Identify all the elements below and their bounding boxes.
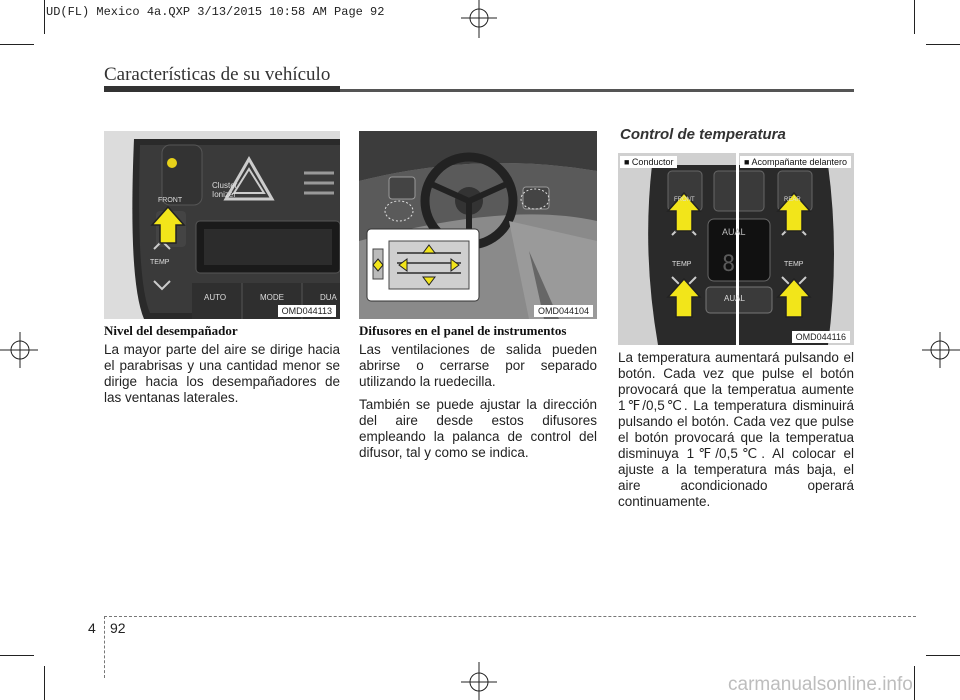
- section-title: Características de su vehículo: [104, 64, 331, 85]
- chapter-number: 4: [88, 620, 96, 636]
- figure-temperature-control: [618, 153, 854, 345]
- defroster-paragraph-1: La mayor parte del aire se dirige hacia el parabrisas y una cantidad menor se dirige hacia los desempañadores de las ventanas laterales.: [104, 342, 340, 405]
- footer-rule: [104, 616, 916, 617]
- vents-heading: Difusores en el panel de instrumentos: [359, 323, 567, 338]
- panel-label-rear: REAR: [784, 197, 801, 203]
- defroster-heading: Nivel del desempañador: [104, 323, 238, 338]
- temperature-paragraph-1: La temperatura aumentará pulsando el botón. Cada vez que pulse el botón provocará que la temperatua aumente 1℉/0,5℃. La temperatura disminuirá pulsando el botón. Cada vez que pulse el botón provocará que la temperatua disminuya 1℉/0,5℃. Al colocar el ajuste a la temperatura más baja, el aire acondicionado operará continuamente.: [618, 350, 854, 509]
- defroster-panel-illustration: [104, 131, 340, 319]
- vents-paragraph-1: Las ventilaciones de salida pueden abrirse o cerrarse por separado utilizando la ruedecilla.: [359, 342, 597, 389]
- defroster-body: [104, 342, 340, 413]
- panel-label-auto: AUTO: [204, 293, 227, 302]
- vents-paragraph-2: También se puede ajustar la dirección del aire desde estos difusores empleando la palanca de control del difusor, tal y como se indica.: [359, 397, 597, 460]
- panel-label-temp-left: TEMP: [672, 261, 692, 268]
- panel-label-front: FRONT: [158, 197, 183, 204]
- registration-mark-bottom: [459, 660, 499, 700]
- registration-mark-top: [459, 0, 499, 40]
- dashboard-vents-illustration: [359, 131, 597, 319]
- vents-body: [359, 342, 597, 468]
- panel-label-cluster-ionizer: Cluster Ionizer: [212, 181, 238, 199]
- figure-defroster-panel: [104, 131, 340, 319]
- figure-caption-right: OMD044116: [792, 331, 850, 343]
- panel-label-front: FRONT: [674, 197, 695, 203]
- watermark: carmanualsonline.info: [728, 674, 913, 695]
- temperature-control-illustration: [618, 153, 854, 345]
- driver-label: ■ Conductor: [620, 156, 677, 168]
- panel-label-mode: MODE: [260, 293, 284, 302]
- title-rule-tab: [104, 86, 340, 92]
- registration-mark-left: [0, 330, 40, 370]
- temperature-body: [618, 350, 854, 517]
- footer-vline: [104, 616, 105, 678]
- registration-mark-right: [920, 330, 960, 370]
- page-number: 92: [110, 620, 126, 636]
- passenger-label: ■ Acompañante delantero: [740, 156, 851, 168]
- svg-text:8: 8: [722, 252, 736, 277]
- temperature-control-heading: Control de temperatura: [620, 126, 786, 143]
- figure-dashboard-vents: [359, 131, 597, 319]
- figure-caption-middle: OMD044104: [534, 305, 593, 317]
- print-header: UD(FL) Mexico 4a.QXP 3/13/2015 10:58 AM Page 92: [46, 5, 385, 19]
- panel-label-dual: DUA: [320, 293, 337, 302]
- panel-label-dual-button: AUAL: [724, 294, 745, 303]
- panel-label-temp: TEMP: [150, 259, 170, 266]
- panel-label-dual-display: AUAL: [722, 227, 746, 237]
- figure-caption-left: OMD044113: [278, 305, 336, 317]
- panel-label-temp-right: TEMP: [784, 261, 804, 268]
